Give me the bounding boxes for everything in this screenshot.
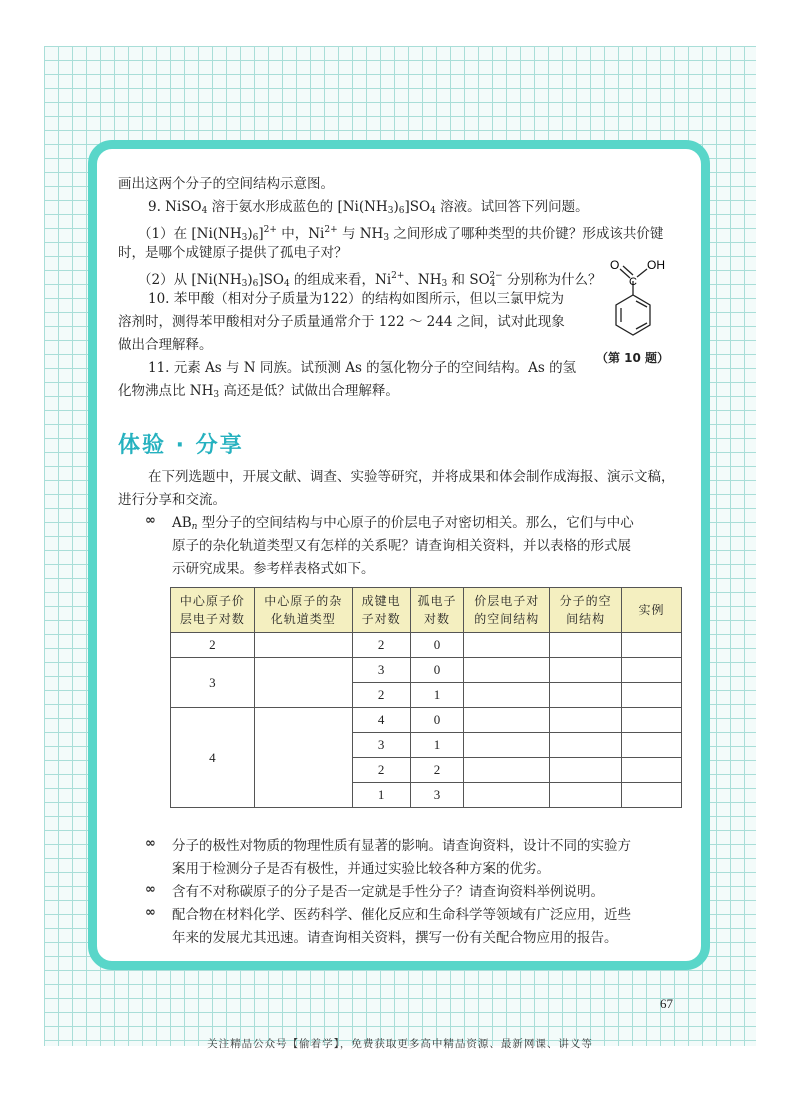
header-bonding-pairs: 成键电 子对数	[352, 588, 410, 633]
table-row	[171, 708, 682, 733]
question-10-line-1: 10. 苯甲酸（相对分子质量为122）的结构如图所示，但以三氯甲烷为	[148, 291, 565, 307]
section-intro-line-2: 进行分享和交流。	[118, 492, 226, 508]
topic-2-line-2: 案用于检测分子是否有极性，并通过实验比较各种方案的优劣。	[172, 861, 550, 877]
header-electron-geometry: 价层电子对 的空间结构	[464, 588, 550, 633]
header-examples: 实例	[622, 588, 682, 633]
bonding-cell: 4	[352, 708, 410, 733]
bullet-icon: ∞	[145, 836, 156, 851]
topic-4-line-2: 年来的发展尤其迅速。请查询相关资料，撰写一份有关配合物应用的报告。	[172, 930, 618, 946]
hydroxyl-label: OH	[647, 258, 665, 272]
header-molecular-geometry: 分子的空 间结构	[550, 588, 622, 633]
bonding-cell: 3	[352, 658, 410, 683]
lone-cell: 0	[410, 708, 464, 733]
footer-notice: 关注精品公众号【偷着学】，免费获取更多高中精品资源、最新网课、讲义等	[207, 1038, 593, 1050]
question-intro-line: 画出这两个分子的空间结构示意图。	[118, 176, 334, 192]
benzoic-acid-structure	[600, 253, 680, 345]
table-row	[171, 658, 682, 683]
section-heading: 体验 · 分享	[118, 433, 244, 458]
lone-cell: 1	[410, 733, 464, 758]
page-number: 67	[660, 996, 673, 1011]
topic-1-line-1: $AB_n$ 型分子的空间结构与中心原子的价层电子对密切相关。那么，它们与中心	[172, 515, 634, 532]
lone-cell: 2	[410, 758, 464, 783]
topic-1-line-2: 原子的杂化轨道类型又有怎样的关系呢？请查询相关资料，并以表格的形式展	[172, 538, 631, 554]
oxygen-label: O	[610, 258, 620, 272]
topic-1-line-3: 示研究成果。参考样表格式如下。	[172, 561, 375, 577]
header-lone-pairs: 孤电子 对数	[410, 588, 464, 633]
header-vsepr-pairs: 中心原子价 层电子对数	[171, 588, 255, 633]
bullet-icon: ∞	[145, 882, 156, 897]
bullet-icon: ∞	[145, 905, 156, 920]
bonding-cell: 2	[352, 683, 410, 708]
sample-table	[170, 587, 682, 808]
question-9: 9. NiSO$_4$ 溶于氨水形成蓝色的 $[Ni(NH_3)_6]SO_4$ 溶液。试回答下列问题。	[148, 199, 589, 216]
table-header-row	[171, 588, 682, 633]
topic-4-line-1: 配合物在材料化学、医药科学、催化反应和生命科学等领域有广泛应用，近些	[172, 907, 631, 923]
question-10-line-2: 溶剂时，测得苯甲酸相对分子质量通常介于 122 ～ 244 之间，试对此现象	[118, 314, 565, 330]
topic-2-line-1: 分子的极性对物质的物理性质有显著的影响。请查询资料，设计不同的实验方	[172, 838, 631, 854]
vsepr-cell: 4	[171, 708, 255, 808]
bonding-cell: 2	[352, 758, 410, 783]
question-11-line-1: 11. 元素 As 与 N 同族。试预测 As 的氢化物分子的空间结构。As 的氢	[148, 360, 577, 376]
lone-cell: 0	[410, 658, 464, 683]
carbon-label: C	[629, 276, 637, 288]
bonding-cell: 3	[352, 733, 410, 758]
header-hybridization: 中心原子的杂 化轨道类型	[254, 588, 352, 633]
figure-caption: （第 10 题）	[596, 351, 670, 365]
lone-cell: 3	[410, 783, 464, 808]
question-10-line-3: 做出合理解释。	[118, 337, 213, 353]
table-row	[171, 633, 682, 658]
vsepr-cell: 2	[171, 633, 255, 658]
question-11-line-2: 化物沸点比 $NH_3$ 高还是低？试做出合理解释。	[118, 383, 399, 400]
vsepr-cell: 3	[171, 658, 255, 708]
section-intro-line-1: 在下列选题中，开展文献、调查、实验等研究，并将成果和体会制作成海报、演示文稿，	[148, 469, 675, 485]
bonding-cell: 1	[352, 783, 410, 808]
question-9-part-2: （2）从 $[Ni(NH_3)_6]SO_4$ 的组成来看，$Ni^{2+}$、$NH_3$ 和 $SO_4^{2-}$ 分别称为什么？	[138, 271, 602, 289]
bullet-icon: ∞	[145, 513, 156, 528]
topic-3-line: 含有不对称碳原子的分子是否一定就是手性分子？请查询资料举例说明。	[172, 884, 604, 900]
lone-cell: 0	[410, 633, 464, 658]
question-9-part-1-cont: 时，是哪个成键原子提供了孤电子对？	[118, 245, 348, 261]
question-9-part-1: （1）在 $[Ni(NH_3)_6]^{2+}$ 中，$Ni^{2+}$ 与 $NH_3$ 之间形成了哪种类型的共价键？形成该共价键	[138, 225, 664, 243]
lone-cell: 1	[410, 683, 464, 708]
bonding-cell: 2	[352, 633, 410, 658]
